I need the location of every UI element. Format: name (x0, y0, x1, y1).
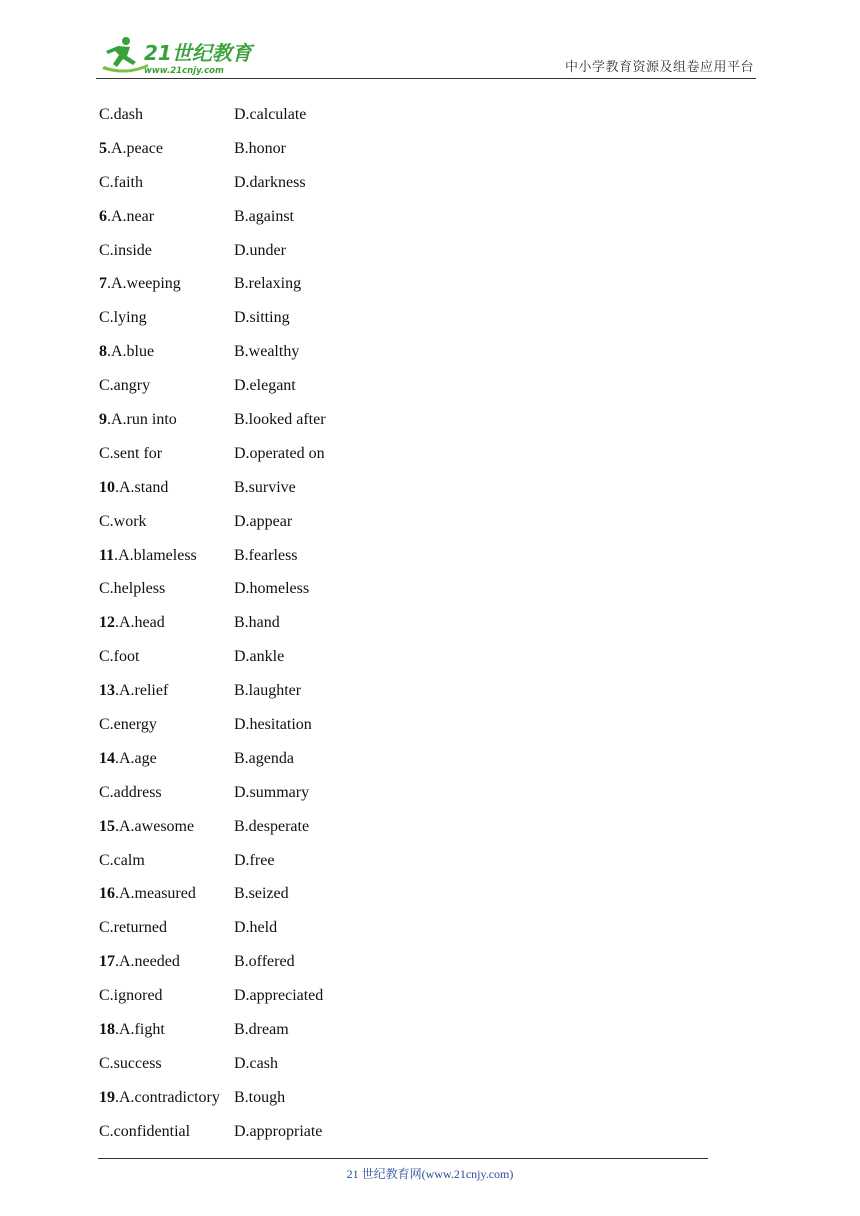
option-b-text: D.calculate (234, 106, 307, 123)
option-a-text: .A.head (115, 614, 165, 632)
option-row (99, 403, 599, 437)
option-a-cell (99, 132, 163, 166)
runner-icon (102, 37, 148, 73)
option-row (99, 979, 599, 1013)
option-a-cell (99, 572, 165, 606)
option-a-text: .A.measured (115, 885, 196, 903)
option-a-text: .A.age (115, 749, 157, 767)
option-a-cell (99, 267, 181, 301)
logo-title: 21世纪教育 (144, 41, 252, 65)
question-number: 13 (99, 682, 115, 700)
option-row (99, 166, 599, 200)
question-number: 15 (99, 817, 115, 835)
option-a-text: .A.needed (115, 953, 180, 971)
option-row (99, 640, 599, 674)
option-row (99, 505, 599, 539)
option-b-text: D.hesitation (234, 716, 312, 734)
option-a-text: C.lying (99, 309, 147, 327)
option-a-text: .A.peace (107, 139, 163, 157)
option-a-text: C.address (99, 783, 162, 801)
option-row (99, 572, 599, 606)
option-b-text: B.wealthy (234, 343, 300, 361)
option-b-text: B.hand (234, 614, 280, 632)
option-a-text: .A.awesome (115, 817, 195, 835)
question-number: 11 (99, 546, 115, 564)
option-b-text: D.free (234, 851, 275, 869)
question-number: 19 (99, 1088, 115, 1106)
option-a-cell (99, 403, 177, 437)
option-a-cell (99, 979, 163, 1013)
option-a-text: .A.fight (115, 1021, 165, 1039)
option-a-cell (99, 945, 180, 979)
option-row (99, 471, 599, 505)
option-row (99, 200, 599, 234)
option-a-text: C.faith (99, 173, 143, 191)
option-row (99, 674, 599, 708)
question-number: 6 (99, 207, 107, 225)
option-row (99, 1047, 599, 1081)
question-number: 17 (99, 953, 115, 971)
option-b-text: D.homeless (234, 580, 310, 598)
option-a-text: .A.blameless (114, 546, 197, 564)
option-b-text: D.summary (234, 783, 310, 801)
option-b-text: B.relaxing (234, 275, 302, 293)
option-b-text: B.survive (234, 478, 296, 496)
option-a-cell (99, 505, 147, 539)
option-b-text: B.agenda (234, 749, 294, 767)
option-row (99, 1115, 599, 1149)
option-row (99, 844, 599, 878)
option-b-text: B.desperate (234, 817, 310, 835)
option-row (99, 606, 599, 640)
answer-options-list (99, 98, 599, 1149)
option-a-text: C.energy (99, 716, 157, 734)
option-a-text: C.calm (99, 851, 145, 869)
option-a-cell (99, 911, 167, 945)
footer-divider (98, 1158, 708, 1159)
option-row (99, 234, 599, 268)
option-b-text: D.operated on (234, 444, 325, 462)
option-row (99, 945, 599, 979)
option-a-cell (99, 844, 145, 878)
option-a-text: C.helpless (99, 580, 166, 598)
option-a-cell (99, 674, 168, 708)
option-a-cell (99, 708, 157, 742)
option-row (99, 810, 599, 844)
option-b-text: D.under (234, 241, 286, 259)
option-b-text: B.looked after (234, 411, 326, 429)
option-a-text: C.inside (99, 241, 152, 259)
option-b-text: B.against (234, 207, 294, 225)
option-a-text: C.success (99, 1054, 162, 1072)
option-a-cell (99, 98, 143, 132)
option-b-text: B.dream (234, 1021, 289, 1039)
option-a-cell (99, 606, 165, 640)
option-a-cell (99, 335, 154, 369)
option-a-cell (99, 234, 152, 268)
option-row (99, 742, 599, 776)
option-b-text: B.honor (234, 139, 286, 157)
option-a-text: C.confidential (99, 1122, 191, 1140)
option-b-text: D.sitting (234, 309, 290, 327)
option-row (99, 877, 599, 911)
option-a-cell (99, 1081, 220, 1115)
option-row (99, 437, 599, 471)
option-b-text: D.ankle (234, 648, 285, 666)
question-number: 10 (99, 478, 115, 496)
option-a-cell (99, 437, 162, 471)
option-a-cell (99, 369, 150, 403)
option-b-text: D.darkness (234, 173, 306, 191)
option-a-text: .A.blue (107, 343, 155, 361)
option-a-text: C.work (99, 512, 147, 530)
option-row (99, 132, 599, 166)
option-b-text: B.tough (234, 1088, 286, 1106)
option-a-cell (99, 301, 147, 335)
option-b-text: D.cash (234, 1054, 278, 1072)
option-a-text: C.angry (99, 377, 151, 395)
question-number: 9 (99, 411, 107, 429)
option-a-text: .A.stand (115, 478, 169, 496)
option-a-cell (99, 539, 197, 573)
option-b-text: B.seized (234, 885, 289, 903)
option-a-cell (99, 166, 143, 200)
option-a-cell (99, 1047, 162, 1081)
option-a-text: .A.near (107, 207, 155, 225)
option-a-cell (99, 877, 196, 911)
option-b-text: B.offered (234, 953, 295, 971)
option-a-cell (99, 810, 194, 844)
option-b-text: B.fearless (234, 546, 298, 564)
footer-text: 21 世纪教育网(www.21cnjy.com) (346, 1167, 514, 1181)
option-row (99, 335, 599, 369)
question-number: 5 (99, 139, 107, 157)
option-row (99, 1013, 599, 1047)
header-platform-text: 中小学教育资源及组卷应用平台 (564, 60, 754, 75)
question-number: 14 (99, 749, 115, 767)
logo-url: www.21cnjy.com (144, 66, 224, 76)
option-a-text: .A.contradictory (115, 1088, 220, 1106)
option-a-cell (99, 1013, 165, 1047)
option-b-text: D.appreciated (234, 987, 324, 1005)
option-a-cell (99, 200, 154, 234)
question-number: 12 (99, 614, 115, 632)
page-header (96, 34, 756, 79)
option-b-text: D.held (234, 919, 278, 937)
option-row (99, 911, 599, 945)
option-b-text: D.elegant (234, 377, 296, 395)
option-a-cell (99, 1115, 190, 1149)
option-row (99, 539, 599, 573)
option-a-text: .A.relief (115, 682, 169, 700)
option-row (99, 708, 599, 742)
question-number: 8 (99, 343, 107, 361)
option-a-text: C.foot (99, 648, 140, 666)
option-a-cell (99, 742, 157, 776)
option-row (99, 301, 599, 335)
question-number: 16 (99, 885, 115, 903)
option-row (99, 776, 599, 810)
option-a-text: C.ignored (99, 987, 163, 1005)
question-number: 18 (99, 1021, 115, 1039)
option-b-text: B.laughter (234, 682, 302, 700)
option-b-text: D.appear (234, 512, 293, 530)
option-a-text: C.sent for (99, 444, 163, 462)
option-a-cell (99, 471, 168, 505)
option-a-text: C.returned (99, 919, 167, 937)
option-a-text: .A.run into (107, 411, 177, 429)
option-row (99, 98, 599, 132)
logo (96, 34, 266, 78)
option-a-text: C.dash (99, 106, 143, 123)
option-a-cell (99, 640, 139, 674)
option-a-cell (99, 776, 162, 810)
option-a-text: .A.weeping (107, 275, 181, 293)
option-b-text: D.appropriate (234, 1122, 323, 1140)
question-number: 7 (99, 275, 107, 293)
option-row (99, 1081, 599, 1115)
option-row (99, 369, 599, 403)
option-row (99, 267, 599, 301)
